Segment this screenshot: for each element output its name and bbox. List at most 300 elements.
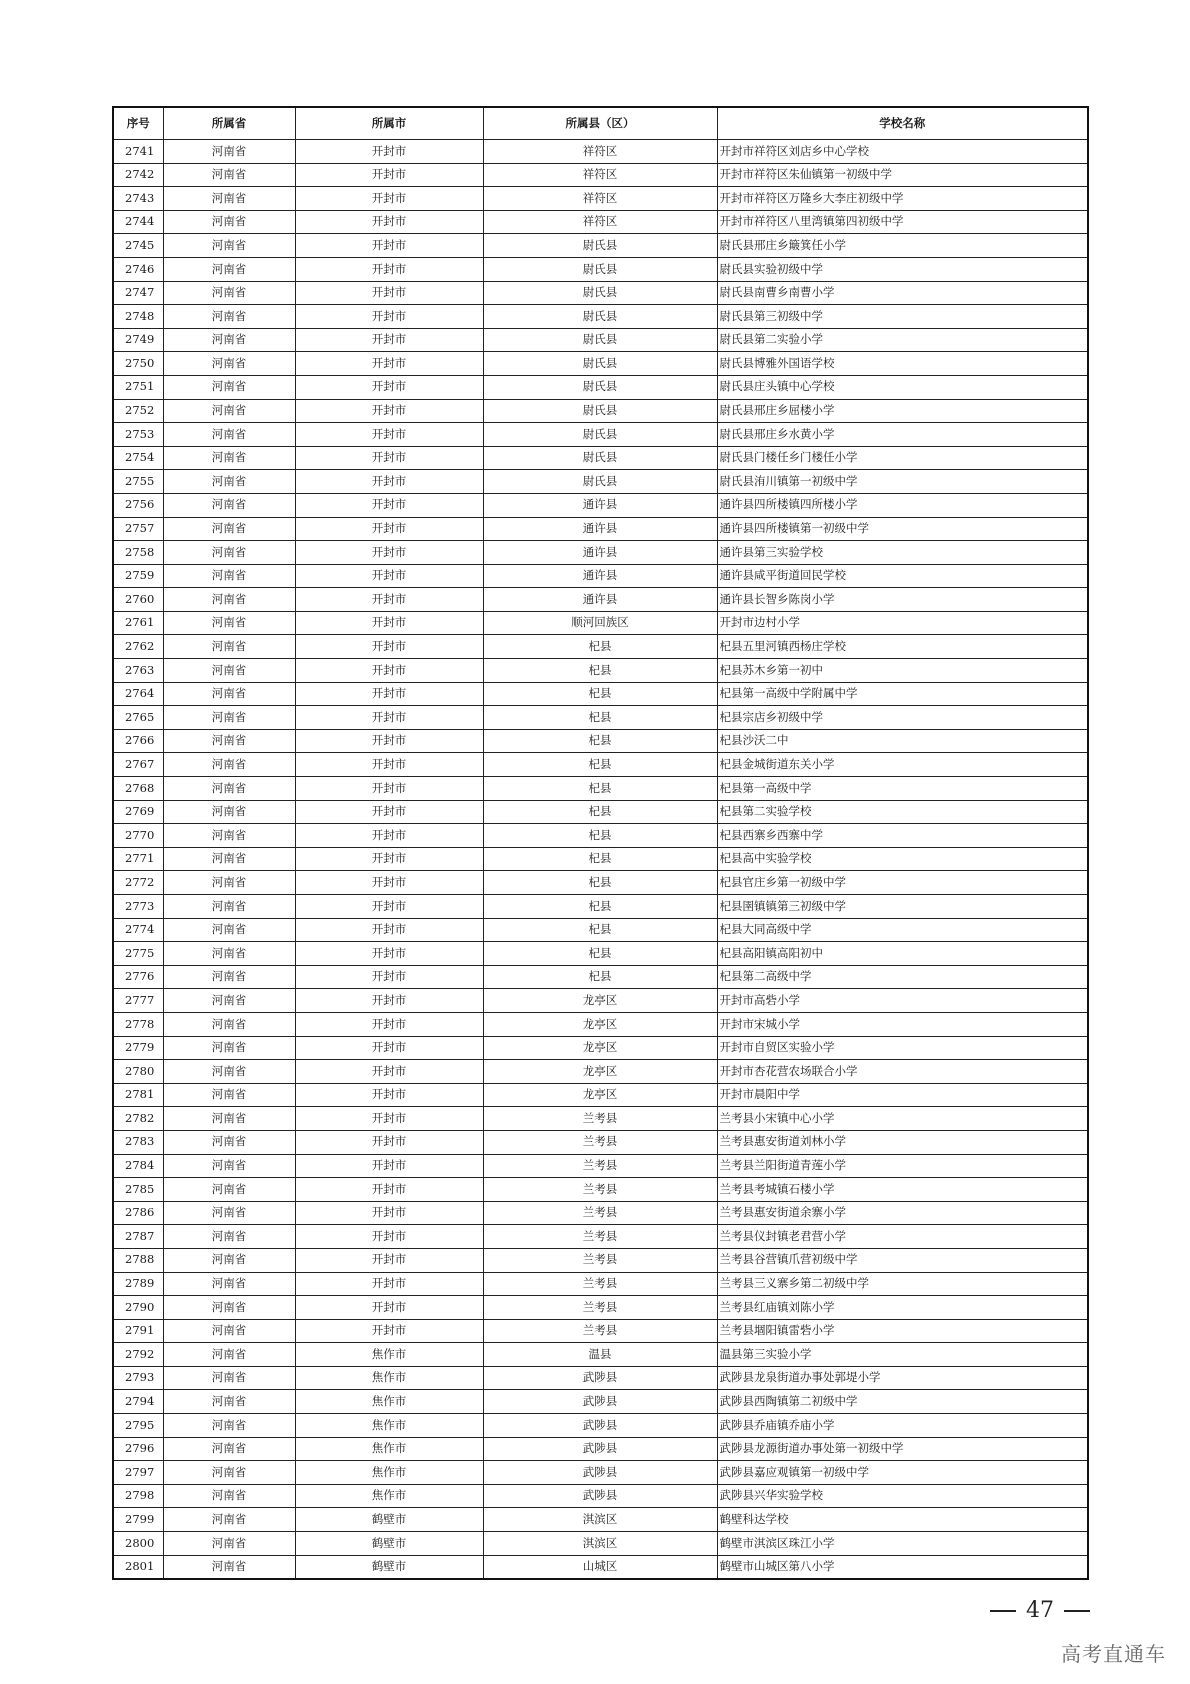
cell-province: 河南省	[163, 210, 295, 234]
cell-index: 2789	[113, 1272, 163, 1296]
cell-index: 2748	[113, 305, 163, 329]
cell-school-name: 开封市边村小学	[717, 611, 1088, 635]
header-index: 序号	[113, 107, 163, 140]
cell-city: 开封市	[295, 895, 483, 919]
table-row	[113, 1343, 1088, 1367]
table-row	[113, 729, 1088, 753]
table-row	[113, 1107, 1088, 1131]
cell-city: 开封市	[295, 257, 483, 281]
cell-index: 2799	[113, 1508, 163, 1532]
cell-school-name: 杞县第二实验学校	[717, 800, 1088, 824]
cell-province: 河南省	[163, 423, 295, 447]
cell-school-name: 尉氏县实验初级中学	[717, 257, 1088, 281]
table-body	[113, 140, 1088, 1580]
cell-school-name: 兰考县堌阳镇雷砦小学	[717, 1319, 1088, 1343]
cell-county: 兰考县	[483, 1319, 717, 1343]
table-row	[113, 1532, 1088, 1556]
cell-province: 河南省	[163, 1343, 295, 1367]
cell-county: 杞县	[483, 800, 717, 824]
cell-index: 2767	[113, 753, 163, 777]
cell-school-name: 杞县第二高级中学	[717, 965, 1088, 989]
cell-county: 龙亭区	[483, 1083, 717, 1107]
cell-city: 开封市	[295, 659, 483, 683]
table-row	[113, 517, 1088, 541]
table-row	[113, 234, 1088, 258]
cell-province: 河南省	[163, 871, 295, 895]
cell-county: 山城区	[483, 1555, 717, 1579]
cell-index: 2781	[113, 1083, 163, 1107]
cell-county: 龙亭区	[483, 1012, 717, 1036]
cell-province: 河南省	[163, 564, 295, 588]
table-row	[113, 140, 1088, 164]
cell-index: 2760	[113, 588, 163, 612]
cell-school-name: 尉氏县邢庄乡簸箕任小学	[717, 234, 1088, 258]
cell-county: 武陟县	[483, 1484, 717, 1508]
cell-index: 2770	[113, 824, 163, 848]
table-row	[113, 1012, 1088, 1036]
cell-index: 2742	[113, 163, 163, 187]
cell-school-name: 兰考县三义寨乡第二初级中学	[717, 1272, 1088, 1296]
cell-index: 2762	[113, 635, 163, 659]
cell-province: 河南省	[163, 140, 295, 164]
cell-index: 2790	[113, 1296, 163, 1320]
cell-province: 河南省	[163, 1130, 295, 1154]
cell-city: 焦作市	[295, 1366, 483, 1390]
cell-province: 河南省	[163, 1248, 295, 1272]
cell-city: 焦作市	[295, 1343, 483, 1367]
cell-index: 2754	[113, 446, 163, 470]
cell-city: 开封市	[295, 1178, 483, 1202]
table-row	[113, 1366, 1088, 1390]
cell-city: 开封市	[295, 493, 483, 517]
cell-province: 河南省	[163, 163, 295, 187]
cell-county: 杞县	[483, 965, 717, 989]
table-row	[113, 1390, 1088, 1414]
cell-school-name: 兰考县谷营镇爪营初级中学	[717, 1248, 1088, 1272]
watermark: 高考直通车	[1061, 1642, 1166, 1666]
cell-province: 河南省	[163, 777, 295, 801]
cell-city: 开封市	[295, 965, 483, 989]
cell-city: 开封市	[295, 305, 483, 329]
cell-city: 开封市	[295, 753, 483, 777]
cell-province: 河南省	[163, 305, 295, 329]
cell-county: 祥符区	[483, 210, 717, 234]
table-row	[113, 1272, 1088, 1296]
cell-index: 2761	[113, 611, 163, 635]
cell-index: 2771	[113, 847, 163, 871]
cell-index: 2769	[113, 800, 163, 824]
table-row	[113, 470, 1088, 494]
cell-school-name: 杞县高中实验学校	[717, 847, 1088, 871]
table-row	[113, 210, 1088, 234]
table-row	[113, 1060, 1088, 1084]
cell-index: 2750	[113, 352, 163, 376]
cell-province: 河南省	[163, 187, 295, 211]
cell-county: 尉氏县	[483, 423, 717, 447]
cell-school-name: 尉氏县南曹乡南曹小学	[717, 281, 1088, 305]
cell-school-name: 杞县宗店乡初级中学	[717, 706, 1088, 730]
cell-school-name: 兰考县仪封镇老君营小学	[717, 1225, 1088, 1249]
cell-index: 2758	[113, 541, 163, 565]
cell-county: 通许县	[483, 564, 717, 588]
page-number-dash-left	[990, 1610, 1016, 1612]
cell-city: 开封市	[295, 1154, 483, 1178]
cell-index: 2788	[113, 1248, 163, 1272]
cell-index: 2763	[113, 659, 163, 683]
cell-province: 河南省	[163, 375, 295, 399]
cell-province: 河南省	[163, 706, 295, 730]
cell-school-name: 武陟县西陶镇第二初级中学	[717, 1390, 1088, 1414]
cell-city: 开封市	[295, 588, 483, 612]
cell-city: 开封市	[295, 1060, 483, 1084]
cell-county: 杞县	[483, 753, 717, 777]
cell-county: 通许县	[483, 541, 717, 565]
cell-county: 杞县	[483, 706, 717, 730]
cell-index: 2786	[113, 1201, 163, 1225]
cell-city: 焦作市	[295, 1461, 483, 1485]
cell-city: 开封市	[295, 706, 483, 730]
table-row	[113, 328, 1088, 352]
cell-school-name: 尉氏县门楼任乡门楼任小学	[717, 446, 1088, 470]
school-list-table	[112, 106, 1089, 1580]
cell-county: 兰考县	[483, 1130, 717, 1154]
cell-city: 开封市	[295, 1272, 483, 1296]
table-row	[113, 871, 1088, 895]
cell-school-name: 开封市祥符区万隆乡大李庄初级中学	[717, 187, 1088, 211]
cell-school-name: 兰考县惠安街道刘林小学	[717, 1130, 1088, 1154]
table-row	[113, 257, 1088, 281]
cell-city: 开封市	[295, 1036, 483, 1060]
table-row	[113, 942, 1088, 966]
cell-school-name: 杞县大同高级中学	[717, 918, 1088, 942]
cell-school-name: 尉氏县邢庄乡屈楼小学	[717, 399, 1088, 423]
cell-school-name: 兰考县小宋镇中心小学	[717, 1107, 1088, 1131]
cell-school-name: 通许县四所楼镇四所楼小学	[717, 493, 1088, 517]
cell-county: 尉氏县	[483, 305, 717, 329]
cell-index: 2775	[113, 942, 163, 966]
table-row	[113, 895, 1088, 919]
cell-index: 2801	[113, 1555, 163, 1579]
cell-province: 河南省	[163, 399, 295, 423]
cell-county: 杞县	[483, 824, 717, 848]
cell-school-name: 武陟县乔庙镇乔庙小学	[717, 1414, 1088, 1438]
table-row	[113, 1036, 1088, 1060]
header-city: 所属市	[295, 107, 483, 140]
cell-school-name: 武陟县龙源街道办事处第一初级中学	[717, 1437, 1088, 1461]
cell-school-name: 开封市高砦小学	[717, 989, 1088, 1013]
cell-province: 河南省	[163, 847, 295, 871]
page-number	[990, 1598, 1090, 1623]
cell-city: 开封市	[295, 777, 483, 801]
cell-city: 开封市	[295, 423, 483, 447]
cell-school-name: 杞县官庄乡第一初级中学	[717, 871, 1088, 895]
cell-index: 2776	[113, 965, 163, 989]
cell-city: 开封市	[295, 918, 483, 942]
cell-school-name: 尉氏县庄头镇中心学校	[717, 375, 1088, 399]
cell-index: 2782	[113, 1107, 163, 1131]
cell-county: 杞县	[483, 847, 717, 871]
cell-city: 开封市	[295, 800, 483, 824]
cell-county: 武陟县	[483, 1390, 717, 1414]
cell-province: 河南省	[163, 1461, 295, 1485]
cell-school-name: 鹤壁市山城区第八小学	[717, 1555, 1088, 1579]
cell-city: 开封市	[295, 1130, 483, 1154]
cell-province: 河南省	[163, 1107, 295, 1131]
cell-county: 兰考县	[483, 1225, 717, 1249]
cell-province: 河南省	[163, 328, 295, 352]
cell-city: 焦作市	[295, 1437, 483, 1461]
cell-county: 杞县	[483, 729, 717, 753]
table-row	[113, 1154, 1088, 1178]
cell-province: 河南省	[163, 1154, 295, 1178]
cell-school-name: 尉氏县博雅外国语学校	[717, 352, 1088, 376]
cell-county: 杞县	[483, 895, 717, 919]
cell-county: 龙亭区	[483, 1036, 717, 1060]
cell-county: 兰考县	[483, 1248, 717, 1272]
cell-school-name: 杞县第一高级中学	[717, 777, 1088, 801]
cell-school-name: 武陟县兴华实验学校	[717, 1484, 1088, 1508]
table-row	[113, 1437, 1088, 1461]
cell-province: 河南省	[163, 682, 295, 706]
table-row	[113, 918, 1088, 942]
cell-city: 开封市	[295, 1296, 483, 1320]
cell-school-name: 杞县苏木乡第一初中	[717, 659, 1088, 683]
cell-province: 河南省	[163, 1319, 295, 1343]
cell-school-name: 尉氏县第二实验小学	[717, 328, 1088, 352]
cell-county: 兰考县	[483, 1154, 717, 1178]
cell-province: 河南省	[163, 895, 295, 919]
cell-index: 2772	[113, 871, 163, 895]
cell-index: 2744	[113, 210, 163, 234]
cell-county: 兰考县	[483, 1107, 717, 1131]
table-row	[113, 493, 1088, 517]
table-row	[113, 1201, 1088, 1225]
cell-school-name: 鹤壁科达学校	[717, 1508, 1088, 1532]
table-row	[113, 541, 1088, 565]
table-row	[113, 1508, 1088, 1532]
cell-county: 杞县	[483, 918, 717, 942]
cell-school-name: 尉氏县洧川镇第一初级中学	[717, 470, 1088, 494]
cell-index: 2753	[113, 423, 163, 447]
cell-province: 河南省	[163, 493, 295, 517]
cell-school-name: 开封市杏花营农场联合小学	[717, 1060, 1088, 1084]
cell-county: 兰考县	[483, 1272, 717, 1296]
cell-city: 开封市	[295, 1225, 483, 1249]
cell-city: 开封市	[295, 399, 483, 423]
cell-province: 河南省	[163, 234, 295, 258]
cell-province: 河南省	[163, 729, 295, 753]
cell-city: 开封市	[295, 989, 483, 1013]
table-row	[113, 1130, 1088, 1154]
cell-city: 开封市	[295, 163, 483, 187]
table-row	[113, 682, 1088, 706]
cell-index: 2777	[113, 989, 163, 1013]
cell-city: 开封市	[295, 140, 483, 164]
cell-city: 开封市	[295, 1248, 483, 1272]
cell-province: 河南省	[163, 1555, 295, 1579]
cell-city: 开封市	[295, 1319, 483, 1343]
cell-province: 河南省	[163, 446, 295, 470]
cell-city: 开封市	[295, 1083, 483, 1107]
cell-county: 尉氏县	[483, 257, 717, 281]
cell-county: 杞县	[483, 777, 717, 801]
cell-county: 淇滨区	[483, 1532, 717, 1556]
cell-index: 2797	[113, 1461, 163, 1485]
cell-province: 河南省	[163, 659, 295, 683]
cell-county: 杞县	[483, 682, 717, 706]
header-province: 所属省	[163, 107, 295, 140]
cell-city: 开封市	[295, 1107, 483, 1131]
cell-province: 河南省	[163, 824, 295, 848]
cell-index: 2778	[113, 1012, 163, 1036]
cell-index: 2785	[113, 1178, 163, 1202]
cell-school-name: 开封市祥符区八里湾镇第四初级中学	[717, 210, 1088, 234]
cell-index: 2759	[113, 564, 163, 588]
cell-province: 河南省	[163, 1532, 295, 1556]
cell-index: 2756	[113, 493, 163, 517]
cell-province: 河南省	[163, 1036, 295, 1060]
cell-province: 河南省	[163, 1272, 295, 1296]
cell-county: 武陟县	[483, 1461, 717, 1485]
cell-county: 尉氏县	[483, 399, 717, 423]
cell-city: 开封市	[295, 611, 483, 635]
cell-school-name: 杞县圉镇镇第三初级中学	[717, 895, 1088, 919]
cell-school-name: 鹤壁市淇滨区珠江小学	[717, 1532, 1088, 1556]
cell-city: 开封市	[295, 470, 483, 494]
cell-county: 兰考县	[483, 1296, 717, 1320]
cell-county: 兰考县	[483, 1178, 717, 1202]
cell-province: 河南省	[163, 1366, 295, 1390]
table-row	[113, 1225, 1088, 1249]
table-row	[113, 706, 1088, 730]
cell-province: 河南省	[163, 635, 295, 659]
cell-index: 2743	[113, 187, 163, 211]
cell-city: 开封市	[295, 942, 483, 966]
cell-city: 焦作市	[295, 1414, 483, 1438]
cell-index: 2757	[113, 517, 163, 541]
cell-county: 尉氏县	[483, 446, 717, 470]
cell-province: 河南省	[163, 1508, 295, 1532]
cell-index: 2752	[113, 399, 163, 423]
cell-province: 河南省	[163, 1225, 295, 1249]
cell-province: 河南省	[163, 989, 295, 1013]
cell-index: 2751	[113, 375, 163, 399]
cell-index: 2773	[113, 895, 163, 919]
cell-school-name: 武陟县龙泉街道办事处郭堤小学	[717, 1366, 1088, 1390]
cell-province: 河南省	[163, 1390, 295, 1414]
table-row	[113, 635, 1088, 659]
cell-school-name: 通许县长智乡陈岗小学	[717, 588, 1088, 612]
table-row	[113, 399, 1088, 423]
cell-county: 尉氏县	[483, 375, 717, 399]
cell-index: 2794	[113, 1390, 163, 1414]
cell-index: 2747	[113, 281, 163, 305]
cell-school-name: 温县第三实验小学	[717, 1343, 1088, 1367]
cell-county: 尉氏县	[483, 470, 717, 494]
cell-province: 河南省	[163, 257, 295, 281]
cell-province: 河南省	[163, 588, 295, 612]
cell-county: 通许县	[483, 493, 717, 517]
cell-county: 祥符区	[483, 187, 717, 211]
table-row	[113, 446, 1088, 470]
table-row	[113, 375, 1088, 399]
cell-county: 武陟县	[483, 1414, 717, 1438]
cell-county: 尉氏县	[483, 328, 717, 352]
cell-school-name: 通许县咸平街道回民学校	[717, 564, 1088, 588]
cell-school-name: 杞县高阳镇高阳初中	[717, 942, 1088, 966]
cell-index: 2780	[113, 1060, 163, 1084]
cell-county: 通许县	[483, 517, 717, 541]
cell-city: 开封市	[295, 234, 483, 258]
table-row	[113, 1248, 1088, 1272]
cell-province: 河南省	[163, 517, 295, 541]
cell-province: 河南省	[163, 1296, 295, 1320]
table-row	[113, 847, 1088, 871]
cell-county: 祥符区	[483, 163, 717, 187]
cell-province: 河南省	[163, 611, 295, 635]
cell-index: 2800	[113, 1532, 163, 1556]
cell-index: 2796	[113, 1437, 163, 1461]
cell-province: 河南省	[163, 281, 295, 305]
cell-province: 河南省	[163, 965, 295, 989]
cell-school-name: 武陟县嘉应观镇第一初级中学	[717, 1461, 1088, 1485]
cell-county: 杞县	[483, 871, 717, 895]
cell-school-name: 杞县第一高级中学附属中学	[717, 682, 1088, 706]
cell-county: 龙亭区	[483, 989, 717, 1013]
cell-school-name: 开封市晨阳中学	[717, 1083, 1088, 1107]
header-school-name: 学校名称	[717, 107, 1088, 140]
cell-city: 开封市	[295, 1012, 483, 1036]
cell-province: 河南省	[163, 918, 295, 942]
table-row	[113, 281, 1088, 305]
cell-school-name: 开封市祥符区朱仙镇第一初级中学	[717, 163, 1088, 187]
cell-index: 2765	[113, 706, 163, 730]
cell-index: 2749	[113, 328, 163, 352]
cell-index: 2784	[113, 1154, 163, 1178]
cell-county: 武陟县	[483, 1437, 717, 1461]
table-row	[113, 611, 1088, 635]
cell-index: 2795	[113, 1414, 163, 1438]
table-row	[113, 1083, 1088, 1107]
table-row	[113, 187, 1088, 211]
table-row	[113, 564, 1088, 588]
cell-province: 河南省	[163, 1178, 295, 1202]
cell-county: 顺河回族区	[483, 611, 717, 635]
cell-index: 2746	[113, 257, 163, 281]
table-row	[113, 1484, 1088, 1508]
cell-city: 焦作市	[295, 1390, 483, 1414]
cell-province: 河南省	[163, 1083, 295, 1107]
table-row	[113, 1555, 1088, 1579]
cell-school-name: 兰考县红庙镇刘陈小学	[717, 1296, 1088, 1320]
cell-index: 2787	[113, 1225, 163, 1249]
cell-city: 开封市	[295, 328, 483, 352]
cell-index: 2768	[113, 777, 163, 801]
cell-school-name: 开封市祥符区刘店乡中心学校	[717, 140, 1088, 164]
cell-county: 杞县	[483, 942, 717, 966]
cell-city: 开封市	[295, 871, 483, 895]
table-row	[113, 163, 1088, 187]
table-row	[113, 777, 1088, 801]
cell-province: 河南省	[163, 753, 295, 777]
cell-index: 2745	[113, 234, 163, 258]
cell-county: 尉氏县	[483, 234, 717, 258]
cell-province: 河南省	[163, 541, 295, 565]
cell-province: 河南省	[163, 800, 295, 824]
cell-province: 河南省	[163, 1414, 295, 1438]
cell-city: 开封市	[295, 635, 483, 659]
cell-county: 淇滨区	[483, 1508, 717, 1532]
